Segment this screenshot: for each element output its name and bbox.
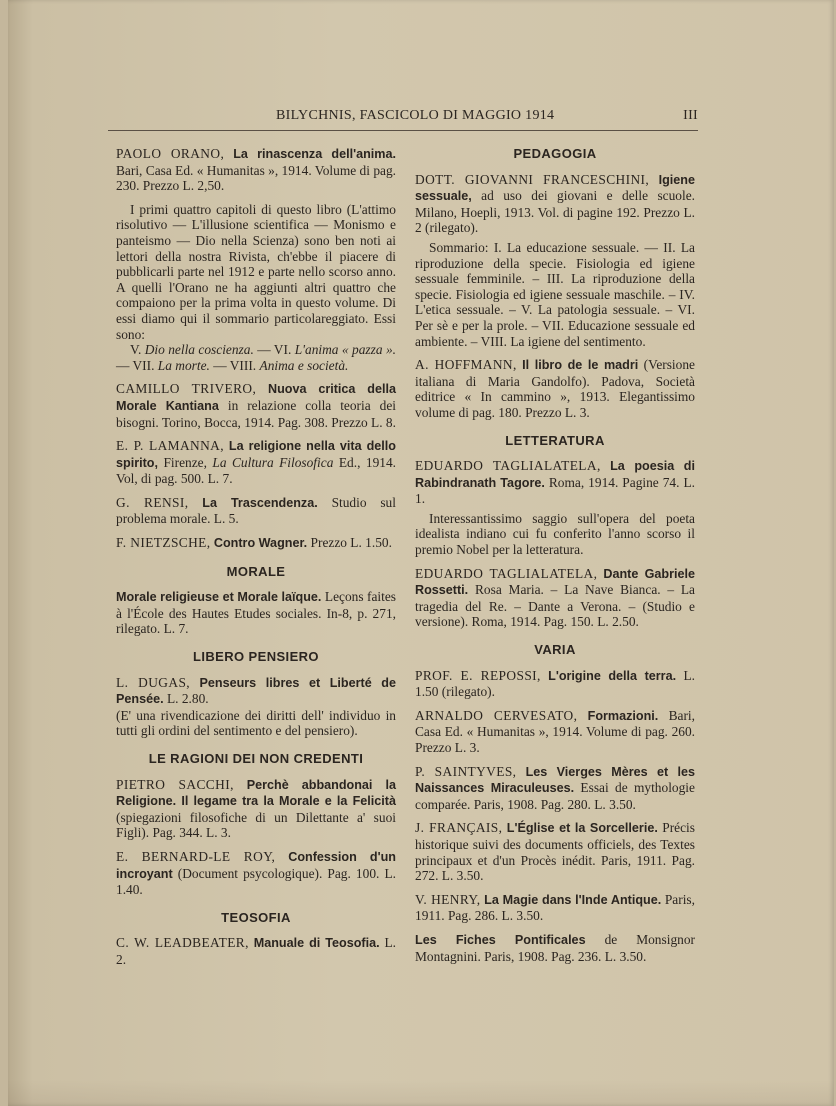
entry-author: E. BERNARD-LE ROY, — [116, 848, 276, 864]
entry-author: A. HOFFMANN, — [415, 357, 517, 373]
entry-rensi — [116, 495, 396, 527]
section-heading-libero-pensiero: LIBERO PENSIERO — [193, 649, 319, 665]
entry-saintyves — [415, 764, 695, 813]
entry-nietzsche — [116, 535, 396, 552]
entry-title: Igiene sessuale, — [415, 172, 695, 204]
journal-page — [8, 0, 834, 1106]
entry-author: L. DUGAS, — [116, 674, 191, 690]
entry-morale — [116, 589, 396, 637]
entry-author: E. P. LAMANNA, — [116, 438, 224, 454]
entry-author: PAOLO ORANO, — [116, 146, 225, 161]
entry-orano — [116, 146, 396, 194]
entry-note-franceschini: Sommario: I. La educazione sessuale. — II. La riproduzione della specie. Fisiologia ed igiene sessuale femminile. – III. La riproduzione della specie. Fisiologia ed igiene sessuale maschile. – IV. L'etica sessuale. – V. La patologia sessuale. – VI. Per sè e per la prole. – VII. Educazione sessuale ed ambiente. – VIII. La igiene del sentimento. — [415, 239, 695, 349]
entry-title: Perchè abbandonai la Religione. Il legame tra la Morale e la Felicità — [116, 777, 396, 809]
entry-details: ad uso dei giovani e delle scuole. Milano, Hoepli, 1913. Vol. di pagine 192. Prezzo L. 2 (rilegato). — [415, 188, 695, 236]
chapter-title: L'anima « pazza ». — [294, 342, 396, 358]
entry-franceschini — [415, 172, 695, 236]
entry-title: Dante Gabriele Rossetti. — [415, 566, 695, 598]
entry-author: F. NIETZSCHE, — [116, 535, 211, 551]
entry-details: de Monsignor Montagnini. Paris, 1908. Pag. 236. L. 3.50. — [415, 931, 695, 964]
entry-leadbeater — [116, 935, 396, 967]
entry-details: L. 2. — [116, 935, 396, 967]
entry-title: Il libro de le madri — [522, 358, 639, 373]
entry-dugas — [116, 675, 396, 708]
entry-title: Les Vierges Mères et les Naissances Miraculeuses. — [415, 764, 695, 796]
entry-details: Bari, Casa Ed. « Humanitas », 1914. Volume di pag. 260. Prezzo L. 3. — [415, 707, 695, 755]
entry-title: Manuale di Teosofia. — [253, 936, 380, 951]
entry-lamanna — [116, 438, 396, 487]
running-title: BILYCHNIS, FASCICOLO DI MAGGIO 1914 — [276, 108, 555, 123]
section-heading-ragioni: LE RAGIONI DEI NON CREDENTI — [148, 751, 364, 766]
entry-tagliatela-rossetti — [415, 566, 695, 630]
entry-details: Firenze, — [163, 454, 207, 470]
entry-publisher: La Cultura Filosofica — [212, 454, 334, 470]
right-column — [415, 146, 695, 972]
entry-details: L. 2.80. — [166, 691, 209, 707]
entry-details: Paris, 1911. Pag. 286. L. 3.50. — [415, 891, 695, 924]
chapter-number: — VII. — [116, 357, 155, 373]
entry-note-tagliatela: Interessantissimo saggio sull'opera del poeta idealista indiano cui fu conferito l'anno scorso il premio Nobel per la letteratura. — [415, 510, 695, 558]
entry-title: Morale religieuse et Morale laïque. — [116, 590, 322, 605]
entry-details: Bari, Casa Ed. « Humanitas », 1914. Volume di pag. 230. Prezzo L. 2,50. — [116, 162, 396, 194]
entry-author: V. HENRY, — [415, 891, 481, 907]
entry-author: PROF. E. REPOSSI, — [415, 667, 541, 683]
entry-details: (spiegazioni filosofiche di un Dilettante a' suoi Figli). Pag. 344. L. 3. — [116, 809, 396, 841]
entry-bernard — [116, 849, 396, 898]
entry-details: Rosa Maria. – La Nave Bianca. – La tragedia del Re. – Dante a Verona. – (Studio e versione). Roma, 1914. Pag. 150. L. 2.50. — [415, 582, 695, 630]
entry-title: La Trascendenza. — [202, 495, 318, 510]
section-heading-varia: VARIA — [534, 642, 576, 658]
entry-title: La religione nella vita dello spirito, — [116, 439, 396, 470]
entry-trivero — [116, 381, 396, 430]
entry-author: G. RENSI, — [116, 494, 189, 510]
chapter-title: Anima e società. — [259, 357, 349, 373]
entry-title: Contro Wagner. — [213, 536, 308, 551]
entry-title: La poesia di Rabindranath Tagore. — [415, 459, 695, 490]
entry-details: L. 1.50 (rilegato). — [415, 667, 695, 700]
entry-title: Formazioni. — [587, 708, 659, 723]
entry-author: CAMILLO TRIVERO, — [116, 381, 257, 397]
entry-details: Roma, 1914. Pagine 74. L. 1. — [415, 474, 695, 507]
entry-author: P. SAINTYVES, — [415, 763, 517, 779]
entry-fiches — [415, 932, 695, 964]
entry-title: Penseurs libres et Liberté de Pensée. — [116, 675, 396, 707]
left-column — [116, 146, 396, 976]
entry-author: C. W. LEADBEATER, — [116, 935, 249, 951]
entry-author: EDUARDO TAGLIALATELA, — [415, 458, 601, 474]
entry-details: Essai de mythologie comparée. Paris, 1908. Pag. 280. L. 3.50. — [415, 780, 695, 812]
entry-author: PIETRO SACCHI, — [116, 776, 234, 792]
entry-details: (Document psycologique). Pag. 100. L. 1.40. — [116, 865, 396, 898]
running-header — [108, 108, 698, 131]
entry-title: La Magie dans l'Inde Antique. — [484, 892, 662, 907]
entry-title: L'Église et la Sorcellerie. — [506, 821, 658, 836]
entry-author: DOTT. GIOVANNI FRANCESCHINI, — [415, 171, 650, 187]
entry-cervesato — [415, 708, 695, 756]
entry-author: J. FRANÇAIS, — [415, 820, 503, 836]
chapter-title: Dio nella coscienza. — [144, 342, 254, 358]
entry-title: La rinascenza dell'anima. — [233, 147, 396, 161]
entry-details: Prezzo L. 1.50. — [310, 535, 392, 551]
section-heading-morale: MORALE — [226, 563, 286, 579]
entry-note-dugas: (E' una rivendicazione dei diritti dell' individuo in tutti gli ordini del sentimento e del pensiero). — [116, 707, 396, 739]
section-heading-letteratura: LETTERATURA — [505, 432, 605, 448]
page-number: III — [683, 108, 698, 123]
entry-chapters-orano — [116, 342, 396, 373]
entry-details: Leçons faites à l'École des Hautes Etudes sociales. In-8, p. 271, rilegato. L. 7. — [116, 589, 396, 637]
entry-francais — [415, 820, 695, 883]
entry-henry — [415, 892, 695, 924]
entry-title: Les Fiches Pontificales — [415, 932, 586, 947]
entry-note-orano: I primi quattro capitoli di questo libro (L'attimo risolutivo — L'illusione scientifica — Monismo e panteismo — Dio nella Scienza) sono ben noti ai lettori della nostra Rivista, ch'ebbe il piacere di pubblicarli parte nel 1912 e parte nello scorso anno. A quelli l'Orano ne ha aggiunti altri quattro che compaiono per la prima volta in questo volume. Di essi diamo qui il sommario particolareggiato. Essi sono: — [116, 201, 396, 342]
section-heading-teosofia: TEOSOFIA — [221, 909, 291, 925]
section-heading-pedagogia: PEDAGOGIA — [513, 146, 597, 161]
entry-title: Confession d'un incroyant — [116, 849, 396, 881]
page-bottom-shadow — [8, 1080, 834, 1106]
entry-details: Précis historique suivi des documents officiels, des Textes principaux et d'un Procès inédit. Paris, 1911. Pag. 272. L. 3.50. — [415, 820, 695, 884]
chapter-number: V. — [130, 342, 142, 358]
chapter-number: — VI. — [257, 342, 292, 358]
entry-details: Ed., 1914. Vol, di pag. 500. L. 7. — [116, 454, 397, 487]
entry-author: EDUARDO TAGLIALATELA, — [415, 565, 598, 581]
chapter-title: La morte. — [157, 357, 210, 373]
entry-details: Studio sul problema morale. L. 5. — [116, 494, 396, 527]
entry-sacchi — [116, 777, 396, 841]
chapter-number: — VIII. — [213, 357, 257, 373]
entry-details: (Versione italiana di Maria Gandolfo). Padova, Società editrice « In cammino », 1913. Elegantissimo volume di pag. 180. Prezzo L. 3. — [415, 357, 695, 420]
entry-details: in relazione colla teoria dei bisogni. Torino, Bocca, 1914. Pag. 308. Prezzo L. 8. — [116, 397, 396, 430]
entry-tagliatela-tagore — [415, 458, 695, 507]
entry-hoffmann — [415, 357, 695, 420]
entry-author: ARNALDO CERVESATO, — [415, 707, 578, 723]
entry-title: L'origine della terra. — [548, 668, 677, 683]
entry-title: Nuova critica della Morale Kantiana — [116, 382, 396, 413]
entry-repossi — [415, 668, 695, 700]
